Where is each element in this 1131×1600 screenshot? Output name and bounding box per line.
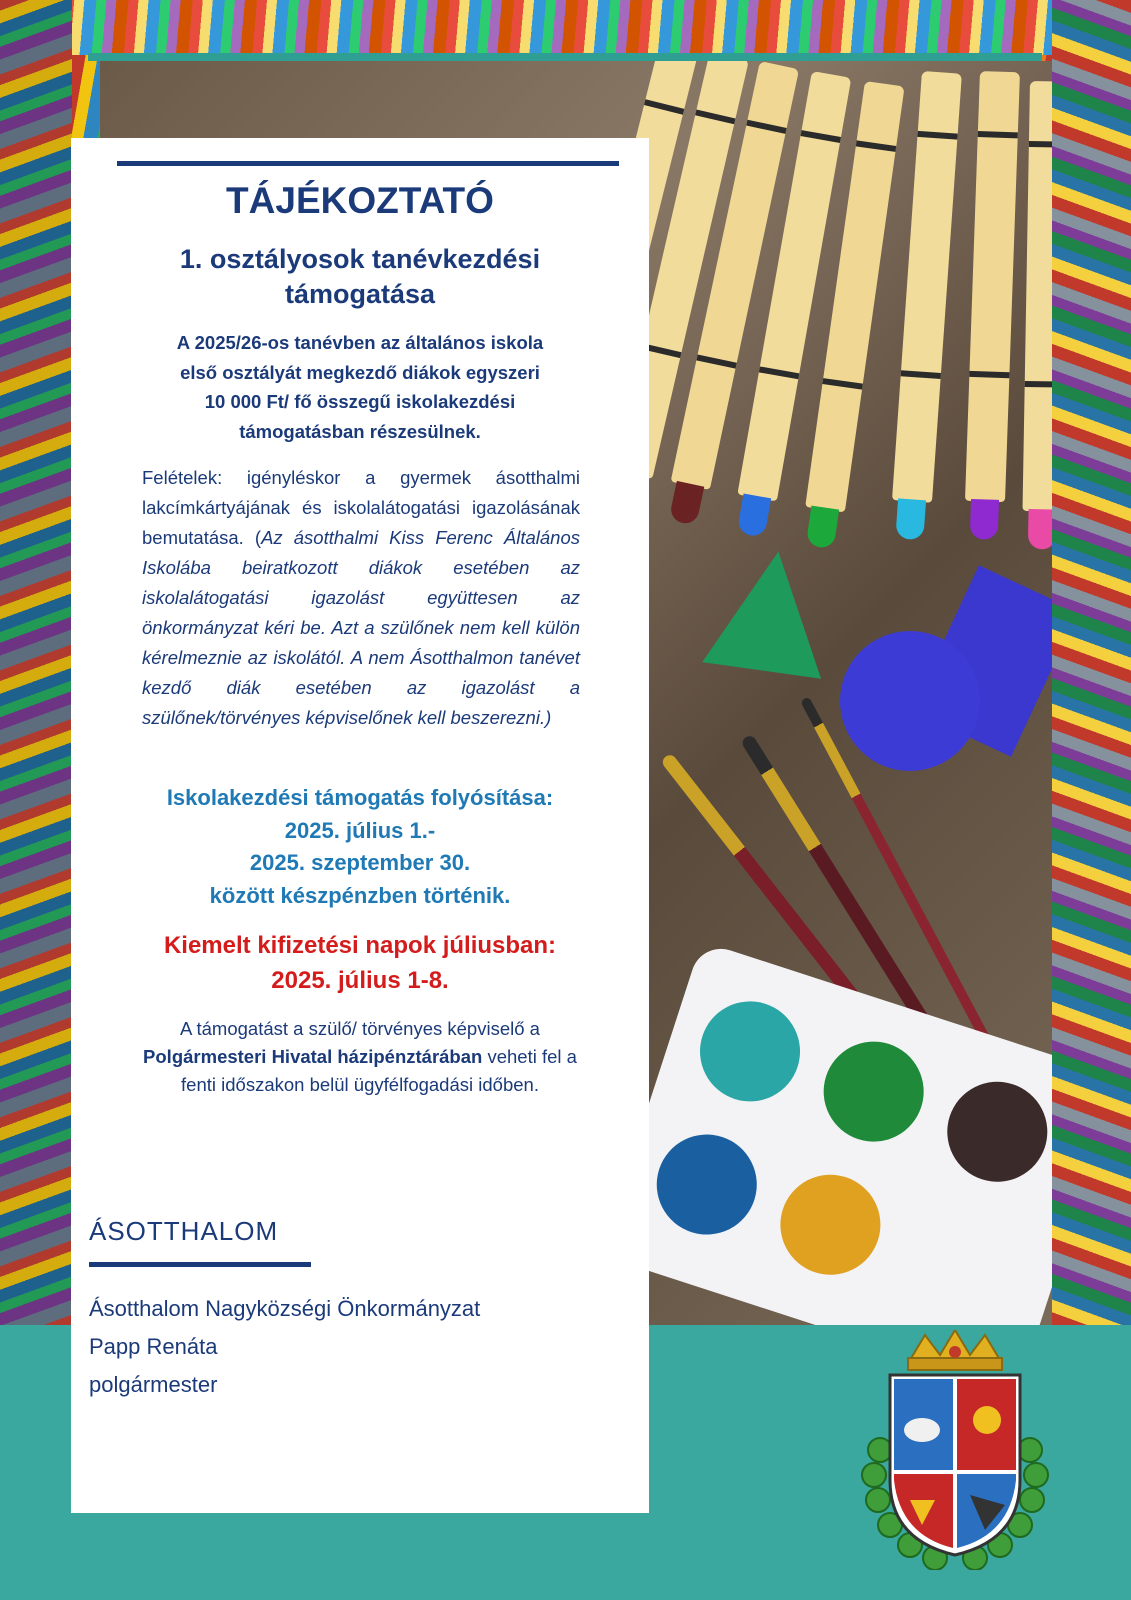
paint-pan — [811, 1029, 937, 1155]
info-card — [71, 138, 649, 1513]
highlighted-days: Kiemelt kifizetési napok júliusban: 2025. július 1-8. — [163, 932, 557, 994]
pencils-left-strip — [0, 0, 72, 1325]
coat-of-arms-icon — [850, 1330, 1060, 1570]
signature-block: Ásotthalom Nagyközségi Önkormányzat Papp Renáta polgármester — [89, 1296, 481, 1397]
paint-pan — [934, 1069, 1052, 1195]
collection-note: A támogatást a szülő/ törvényes képviselő a Polgármesteri Hivatal házipénztárában veheti fel a fenti időszakon belül ügyfélfogadási időben. — [143, 1018, 577, 1095]
conditions-paragraph: Felételek: igényléskor a gyermek ásotthalmi lakcímkártyájának és iskolalátogatási igazolásának bemutatása. (Az ásotthalmi Kiss Ferenc Általános Iskolába beiratkozott diákok esetében az iskolalátogatási igazolást együttesen az önkormányzat kéri be. Azt a szülőnek nem kell külön kérelmeznie az iskolától. A nem Ásotthalmon tanévet kezdő diák esetében az igazolást a szülőnek/törvényes képviselőnek kell beszerezni.) — [142, 467, 580, 728]
payment-period: Iskolakezdési támogatás folyósítása: 2025. július 1.- 2025. szeptember 30. között készpénzben történik. — [166, 785, 554, 908]
watercolor-palette — [600, 941, 1052, 1325]
title-rule — [117, 161, 619, 166]
crayon — [965, 71, 1020, 502]
lead-paragraph: A 2025/26-os tanévben az általános iskola első osztályát megkezdő diákok egyszeri 10 000 Ft/ fő összegű iskolakezdési támogatásban részesülnek. — [176, 332, 544, 442]
pencils-right-strip — [1052, 0, 1131, 1325]
blue-circle — [840, 631, 980, 771]
paint-pan — [644, 1122, 770, 1248]
crayon — [892, 71, 962, 503]
subtitle: 1. osztályosok tanévkezdési támogatása — [179, 244, 541, 309]
paint-pan — [687, 988, 813, 1114]
teal-frame-line — [88, 53, 1042, 61]
crayon — [1022, 81, 1052, 512]
page-title: TÁJÉKOZTATÓ — [226, 180, 494, 221]
town-name: ÁSOTTHALOM — [89, 1216, 279, 1246]
paint-pan — [767, 1162, 893, 1288]
green-triangle — [702, 543, 838, 679]
pencils-top-strip — [0, 0, 1131, 55]
town-rule — [89, 1262, 311, 1267]
